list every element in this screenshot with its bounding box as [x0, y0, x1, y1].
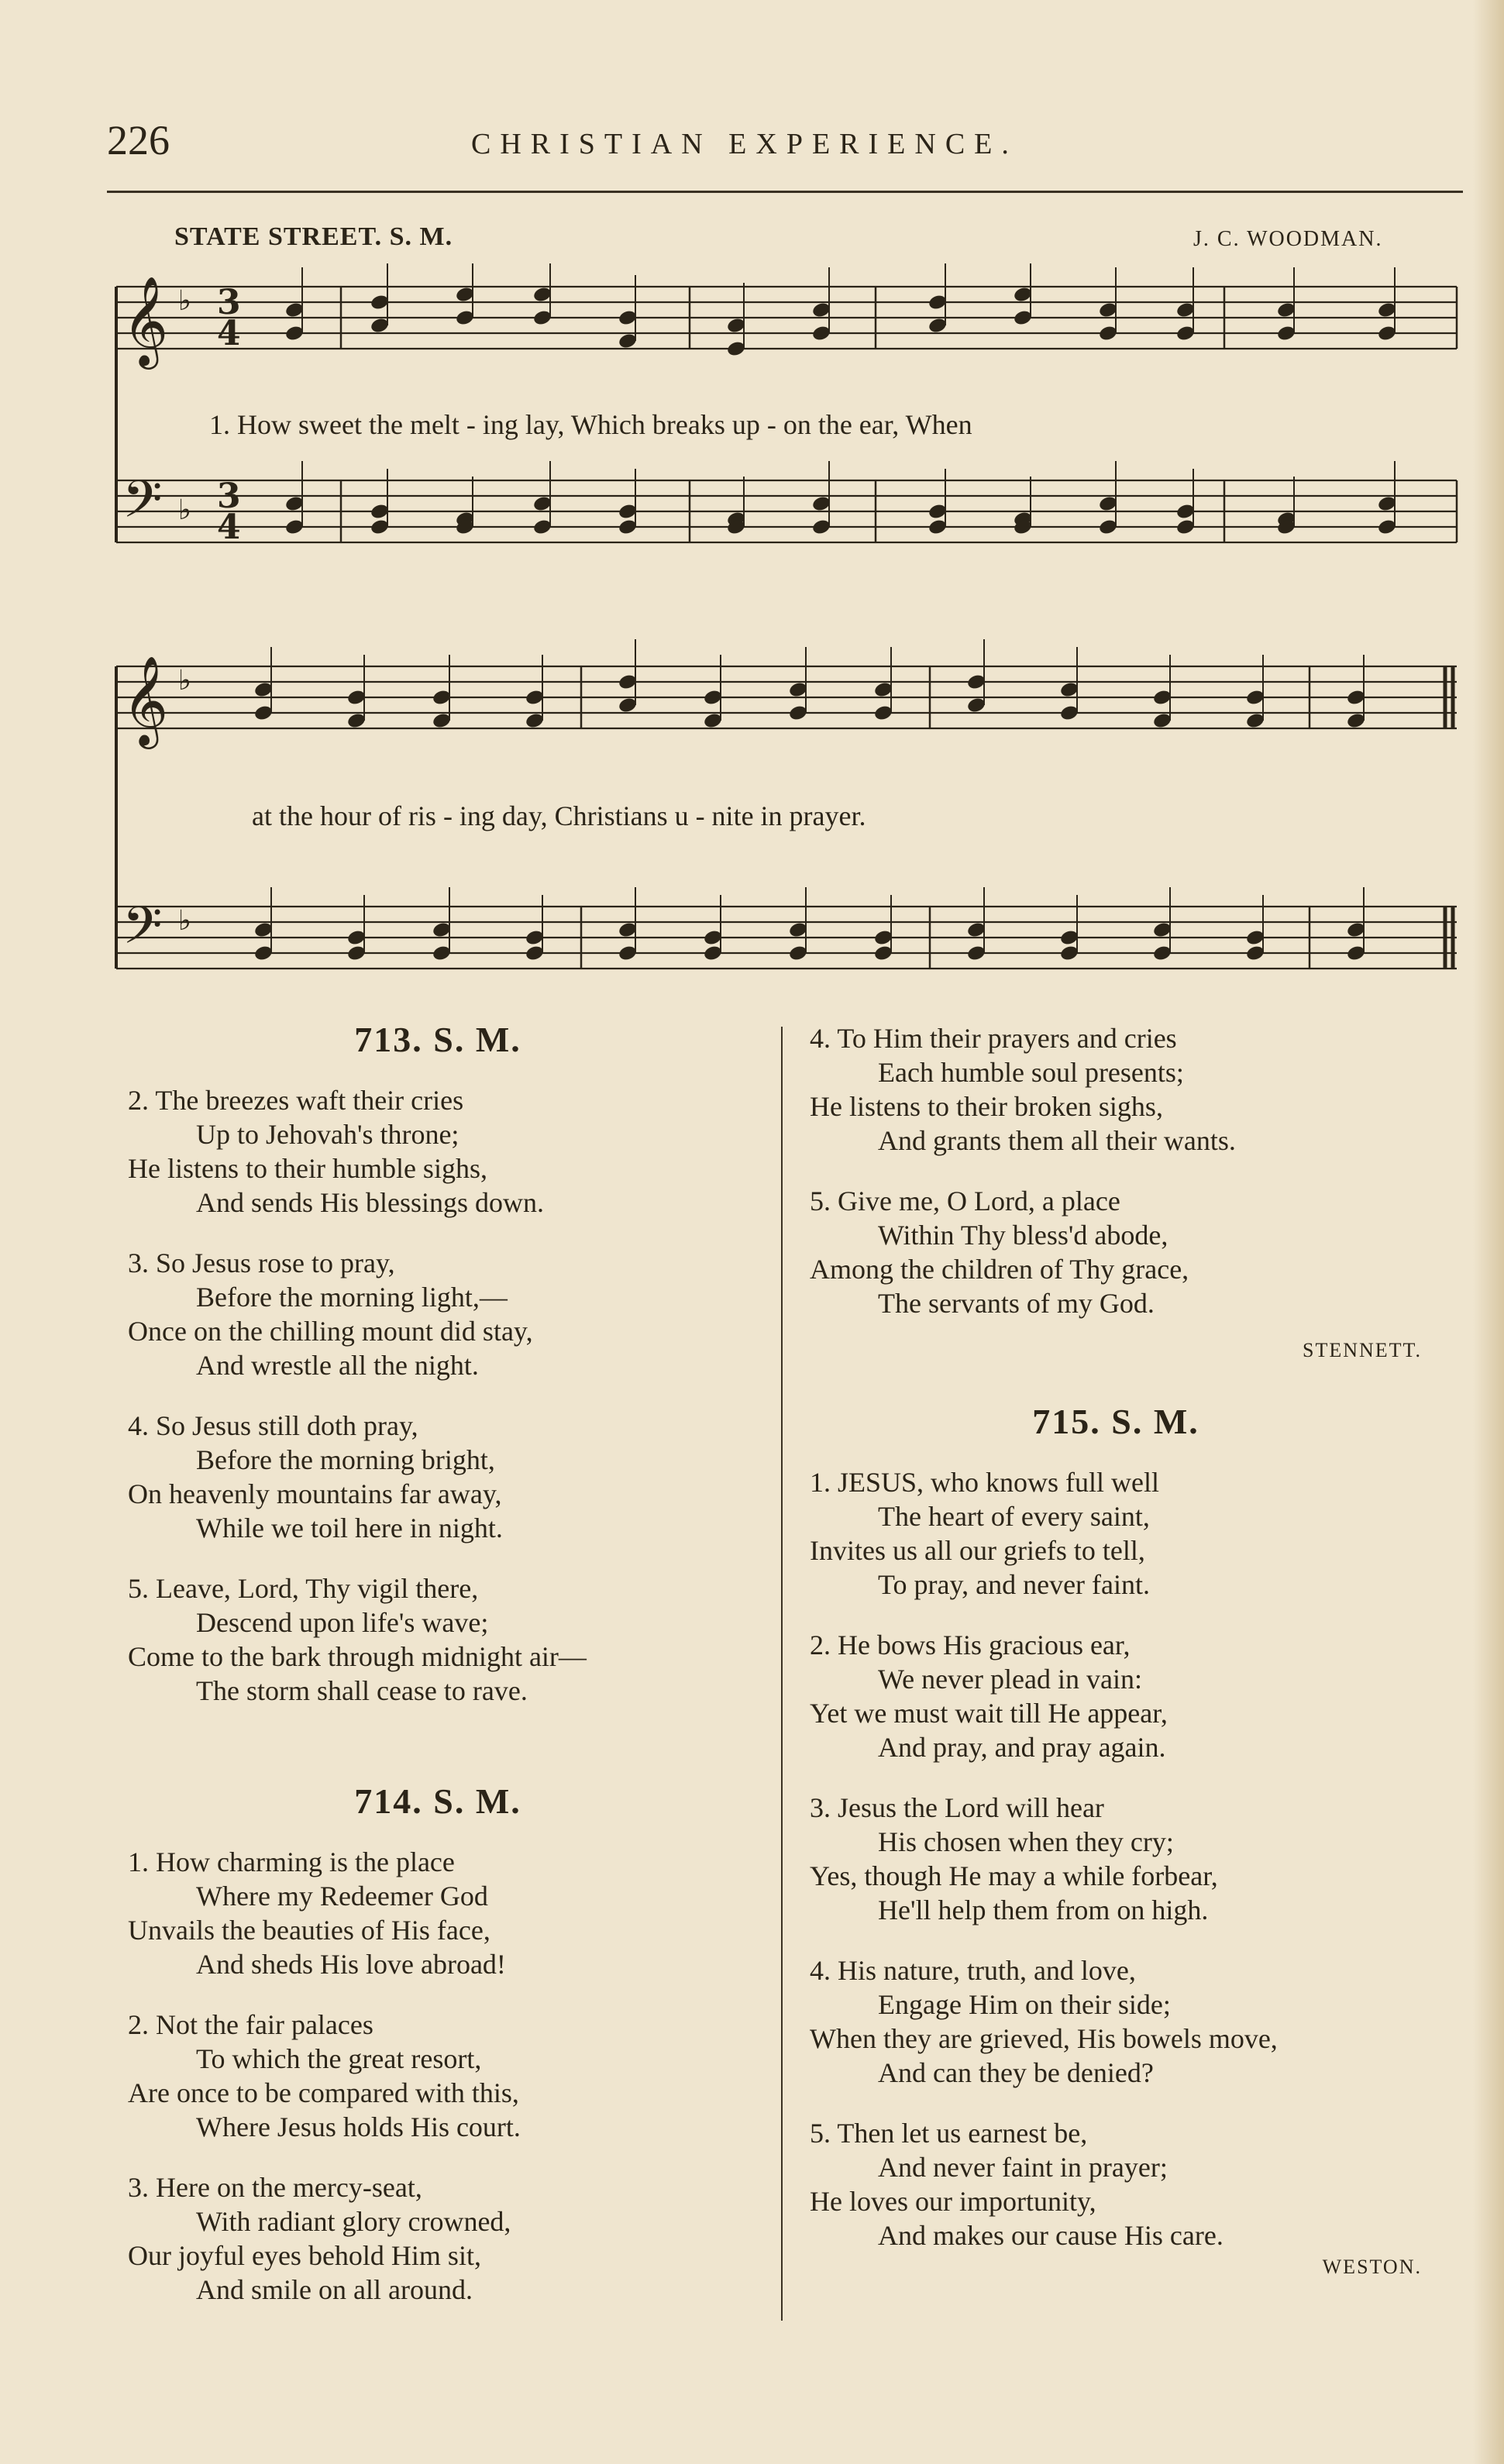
- svg-text:♭: ♭: [178, 494, 191, 526]
- verse-line: 4. His nature, truth, and love,: [810, 1955, 1136, 1986]
- svg-text:♭: ♭: [178, 665, 191, 697]
- verse-line: Descend upon life's wave;: [196, 1607, 489, 1638]
- verse-line: Each humble soul presents;: [878, 1057, 1184, 1088]
- verse-line: 4. To Him their prayers and cries: [810, 1023, 1177, 1054]
- verse-line: Come to the bark through midnight air—: [128, 1641, 587, 1672]
- verse-line: 3. Here on the mercy-seat,: [128, 2172, 422, 2203]
- hymn-715-body: [810, 1465, 1422, 2252]
- hymn-714-body-part2: [810, 1021, 1422, 1320]
- stanza: [128, 2170, 748, 2307]
- verse-line: 1. How charming is the place: [128, 1846, 455, 1877]
- stanza: [810, 2116, 1422, 2252]
- column-left: [128, 1019, 748, 2333]
- verse-line: Are once to be compared with this,: [128, 2077, 519, 2108]
- header-rule: [107, 191, 1463, 193]
- verse-line: Where Jesus holds His court.: [196, 2111, 521, 2142]
- verse-line: 5. Then let us earnest be,: [810, 2118, 1088, 2149]
- hymn-714-body-part1: [128, 1845, 748, 2307]
- composer: J. C. WOODMAN.: [1193, 227, 1383, 251]
- verse-line: Yes, though He may a while forbear,: [810, 1860, 1218, 1891]
- verse-line: Engage Him on their side;: [878, 1989, 1171, 2020]
- verse-line: To which the great resort,: [196, 2043, 482, 2074]
- stanza: [128, 1083, 748, 1220]
- verse-line: Among the children of Thy grace,: [810, 1254, 1189, 1285]
- stanza: [128, 1845, 748, 1981]
- music-score: [101, 263, 1464, 976]
- verse-line: On heavenly mountains far away,: [128, 1478, 502, 1509]
- verse-line: 3. So Jesus rose to pray,: [128, 1247, 395, 1278]
- svg-text:4: 4: [217, 508, 241, 547]
- tune-name: STATE STREET. S. M.: [174, 222, 453, 251]
- verse-line: To pray, and never faint.: [878, 1569, 1150, 1600]
- stanza: [810, 1184, 1422, 1320]
- hymn-715-author: WESTON.: [1322, 2256, 1422, 2278]
- verse-line: 2. Not the fair palaces: [128, 2009, 373, 2040]
- verse-line: The heart of every saint,: [878, 1501, 1150, 1532]
- verse-line: Before the morning light,—: [196, 1282, 508, 1313]
- lyrics-line-1: 1. How sweet the melt - ing lay, Which breaks up - on the ear, When: [209, 409, 972, 440]
- verse-line: 5. Leave, Lord, Thy vigil there,: [128, 1573, 479, 1604]
- verse-line: The servants of my God.: [878, 1288, 1155, 1319]
- page-edge-shadow: [1473, 0, 1504, 2464]
- bass-clef-icon: 𝄢: [122, 470, 163, 542]
- verse-line: His chosen when they cry;: [878, 1826, 1174, 1857]
- staff-system-1-treble: [116, 287, 1457, 349]
- verse-line: He listens to their humble sighs,: [128, 1153, 487, 1184]
- verse-line: 4. So Jesus still doth pray,: [128, 1410, 418, 1441]
- stanza: [128, 1571, 748, 1708]
- stanza: [810, 1465, 1422, 1602]
- verse-line: The storm shall cease to rave.: [196, 1675, 528, 1706]
- verse-line: When they are grieved, His bowels move,: [810, 2023, 1278, 2054]
- verse-line: With radiant glory crowned,: [196, 2206, 511, 2237]
- verse-line: Once on the chilling mount did stay,: [128, 1316, 533, 1347]
- verse-line: And pray, and pray again.: [878, 1732, 1166, 1763]
- lyrics-line-2: at the hour of ris - ing day, Christians u - nite in prayer.: [252, 800, 866, 831]
- verse-line: He listens to their broken sighs,: [810, 1091, 1163, 1122]
- verse-line: Where my Redeemer God: [196, 1881, 488, 1912]
- verse-line: Invites us all our griefs to tell,: [810, 1535, 1145, 1566]
- verse-line: Our joyful eyes behold Him sit,: [128, 2240, 481, 2271]
- verse-line: Up to Jehovah's throne;: [196, 1119, 459, 1150]
- page-header: [107, 116, 1463, 178]
- verse-line: Yet we must wait till He appear,: [810, 1698, 1168, 1729]
- verse-line: And sends His blessings down.: [196, 1187, 545, 1218]
- running-title: CHRISTIAN EXPERIENCE.: [471, 128, 1018, 160]
- stanza: [810, 1021, 1422, 1158]
- stanza: [128, 2008, 748, 2144]
- verse-line: And wrestle all the night.: [196, 1350, 479, 1381]
- hymn-713-body: [128, 1083, 748, 1708]
- svg-text:♭: ♭: [178, 285, 191, 317]
- verse-line: 1. JESUS, who knows full well: [810, 1467, 1160, 1498]
- stanza: [128, 1409, 748, 1545]
- verse-line: 2. The breezes waft their cries: [128, 1085, 464, 1116]
- stanza: [810, 1628, 1422, 1764]
- page-number: 226: [107, 117, 170, 163]
- verse-line: He loves our importunity,: [810, 2186, 1096, 2217]
- stanza: [810, 1953, 1422, 2090]
- verse-line: And sheds His love abroad!: [196, 1949, 506, 1980]
- verse-line: And smile on all around.: [196, 2274, 473, 2305]
- hymn-714-author: STENNETT.: [1303, 1339, 1422, 1361]
- hymn-heading: 713. S. M.: [354, 1020, 521, 1059]
- column-right: [810, 1021, 1422, 2318]
- svg-text:3: 3: [217, 477, 241, 516]
- verse-line: And grants them all their wants.: [878, 1125, 1236, 1156]
- hymn-heading: 714. S. M.: [354, 1781, 521, 1821]
- verse-line: And never faint in prayer;: [878, 2152, 1168, 2183]
- verse-line: 3. Jesus the Lord will hear: [810, 1792, 1104, 1823]
- verse-line: 2. He bows His gracious ear,: [810, 1629, 1131, 1660]
- verse-line: We never plead in vain:: [878, 1664, 1142, 1695]
- verse-line: And makes our cause His care.: [878, 2220, 1224, 2251]
- treble-clef-icon: 𝄞: [122, 655, 169, 745]
- svg-text:4: 4: [217, 314, 241, 353]
- verse-line: He'll help them from on high.: [878, 1894, 1209, 1925]
- hymn-heading: 715. S. M.: [1032, 1402, 1199, 1441]
- stanza: [128, 1246, 748, 1382]
- verse-line: Before the morning bright,: [196, 1444, 495, 1475]
- svg-text:3: 3: [217, 283, 241, 322]
- verse-line: While we toil here in night.: [196, 1512, 503, 1543]
- verse-line: And can they be denied?: [878, 2057, 1154, 2088]
- verse-line: Within Thy bless'd abode,: [878, 1220, 1168, 1251]
- verse-line: Unvails the beauties of His face,: [128, 1915, 490, 1946]
- bass-clef-icon: 𝄢: [122, 896, 163, 968]
- staff-system-1-bass: [116, 480, 1457, 542]
- verse-line: 5. Give me, O Lord, a place: [810, 1186, 1120, 1217]
- treble-clef-icon: 𝄞: [122, 275, 169, 366]
- stanza: [810, 1791, 1422, 1927]
- column-divider: [781, 1027, 783, 2321]
- svg-text:♭: ♭: [178, 905, 191, 937]
